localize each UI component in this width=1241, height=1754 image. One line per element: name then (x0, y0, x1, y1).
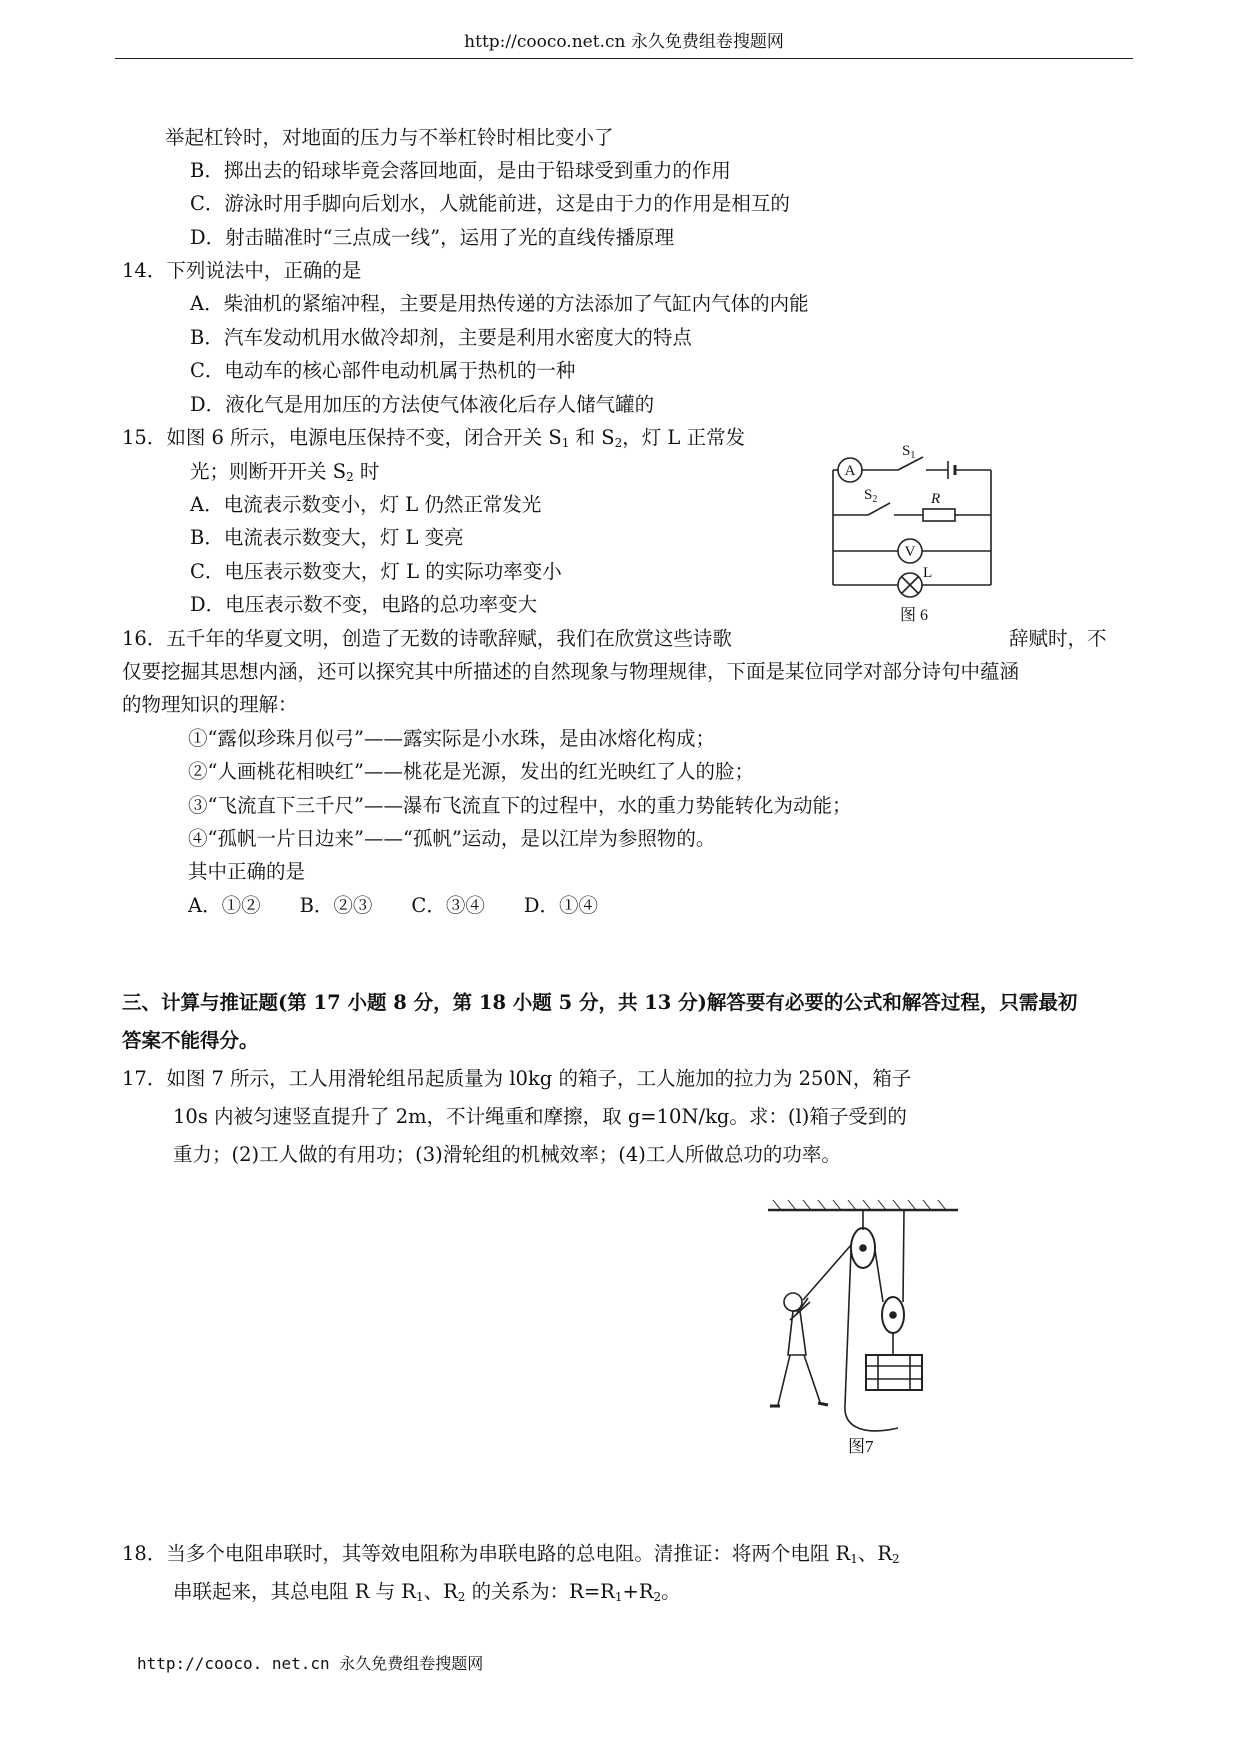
q18-line-2: 串联起来，其总电阻 R 与 $R_1$、$R_2$ 的关系为：$R=R_1+R_2$。 (173, 1580, 681, 1604)
figure-7-caption: 图7 (848, 1437, 874, 1456)
q17-line-3: 重力；(2)工人做的有用功；(3)滑轮组的机械效率；(4)工人所做总功的功率。 (173, 1143, 841, 1166)
q14-stem: 14．下列说法中，正确的是 (122, 259, 362, 282)
q16-options: A．①② B．②③ C．③④ D．①④ (188, 894, 598, 917)
q14-option-a: A．柴油机的紧缩冲程，主要是用热传递的方法添加了气缸内气体的内能 (190, 292, 809, 315)
page-header: http://cooco.net.cn 永久免费组卷搜题网 (464, 32, 784, 52)
resistor-label: R (931, 491, 941, 507)
switch-s2-label: $S_2$ (864, 487, 878, 505)
q16-item-2: ②“人画桃花相映红”——桃花是光源，发出的红光映红了人的脸； (188, 760, 754, 783)
page-footer: http://cooco. net.cn 永久免费组卷搜题网 (137, 1654, 484, 1673)
figure-6-caption: 图 6 (900, 607, 929, 624)
q16-stem-line-1a: 16．五千年的华夏文明，创造了无数的诗歌辞赋，我们在欣赏这些诗歌 (122, 627, 732, 650)
q17-line-1: 17．如图 7 所示，工人用滑轮组吊起质量为 l0kg 的箱子，工人施加的拉力为 250N，箱子 (122, 1067, 912, 1090)
q16-stem-line-2: 仅要挖掘其思想内涵，还可以探究其中所描述的自然现象与物理规律，下面是某位同学对部分诗句中蕴涵 (122, 660, 1020, 683)
q14-option-b: B．汽车发动机用水做冷却剂，主要是利用水密度大的特点 (190, 326, 692, 349)
q15-option-a: A．电流表示数变小，灯 L 仍然正常发光 (190, 493, 542, 516)
q14-option-c: C．电动车的核心部件电动机属于热机的一种 (190, 359, 576, 382)
q13-option-a-continued: 举起杠铃时，对地面的压力与不举杠铃时相比变小了 (165, 126, 614, 149)
q16-stem-line-1b: 辞赋时，不 (1009, 627, 1107, 650)
q18-line-1: 18．当多个电阻串联时，其等效电阻称为串联电路的总电阻。清推证：将两个电阻 $R_1$、$R_2$ (122, 1542, 900, 1566)
ammeter-label: A (844, 463, 856, 479)
header-rule (115, 58, 1133, 59)
q16-item-4: ④“孤帆一片日边来”——“孤帆”运动，是以江岸为参照物的。 (188, 827, 716, 850)
q13-option-b: B．掷出去的铅球毕竟会落回地面，是由于铅球受到重力的作用 (190, 159, 731, 182)
q16-prompt: 其中正确的是 (188, 860, 306, 883)
q16-stem-line-3: 的物理知识的理解： (122, 693, 298, 716)
switch-s2 (868, 503, 890, 515)
q13-option-c: C．游泳时用手脚向后划水，人就能前进，这是由于力的作用是相互的 (190, 192, 790, 215)
q16-item-3: ③“飞流直下三千尺”——瀑布飞流直下的过程中，水的重力势能转化为动能； (188, 794, 852, 817)
q17-line-2: 10s 内被匀速竖直提升了 2m，不计绳重和摩擦，取 g=10N/kg。求：(l)箱子受到的 (173, 1105, 907, 1128)
voltmeter-label: V (904, 544, 916, 560)
resistor-symbol (923, 509, 955, 521)
q15-option-b: B．电流表示数变大，灯 L 变亮 (190, 526, 464, 549)
lamp-label: L (923, 565, 933, 581)
pulley-system-figure-7 (748, 1190, 968, 1460)
q15-option-c: C．电压表示数变大，灯 L 的实际功率变小 (190, 560, 562, 583)
section-3-title-line-2: 答案不能得分。 (122, 1029, 259, 1052)
q14-option-d: D．液化气是用加压的方法使气体液化后存人储气罐的 (190, 393, 655, 416)
q15-option-d: D．电压表示数不变，电路的总功率变大 (190, 593, 538, 616)
section-3-title-line-1: 三、计算与推证题(第 17 小题 8 分，第 18 小题 5 分，共 13 分)解答要有必要的公式和解答过程，只需最初 (122, 991, 1078, 1014)
switch-s1-label: $S_1$ (902, 443, 916, 461)
q15-stem-line-2: 光；则断开开关 $S_2$ 时 (190, 460, 380, 484)
q16-item-1: ①“露似珍珠月似弓”——露实际是小水珠，是由冰熔化构成； (188, 727, 715, 750)
q15-stem-line-1: 15．如图 6 所示，电源电压保持不变，闭合开关 $S_1$ 和 $S_2$，灯 L 正常发 (122, 426, 746, 450)
circuit-diagram-figure-6 (828, 440, 1003, 630)
q13-option-d: D．射击瞄准时“三点成一线”，运用了光的直线传播原理 (190, 226, 675, 249)
